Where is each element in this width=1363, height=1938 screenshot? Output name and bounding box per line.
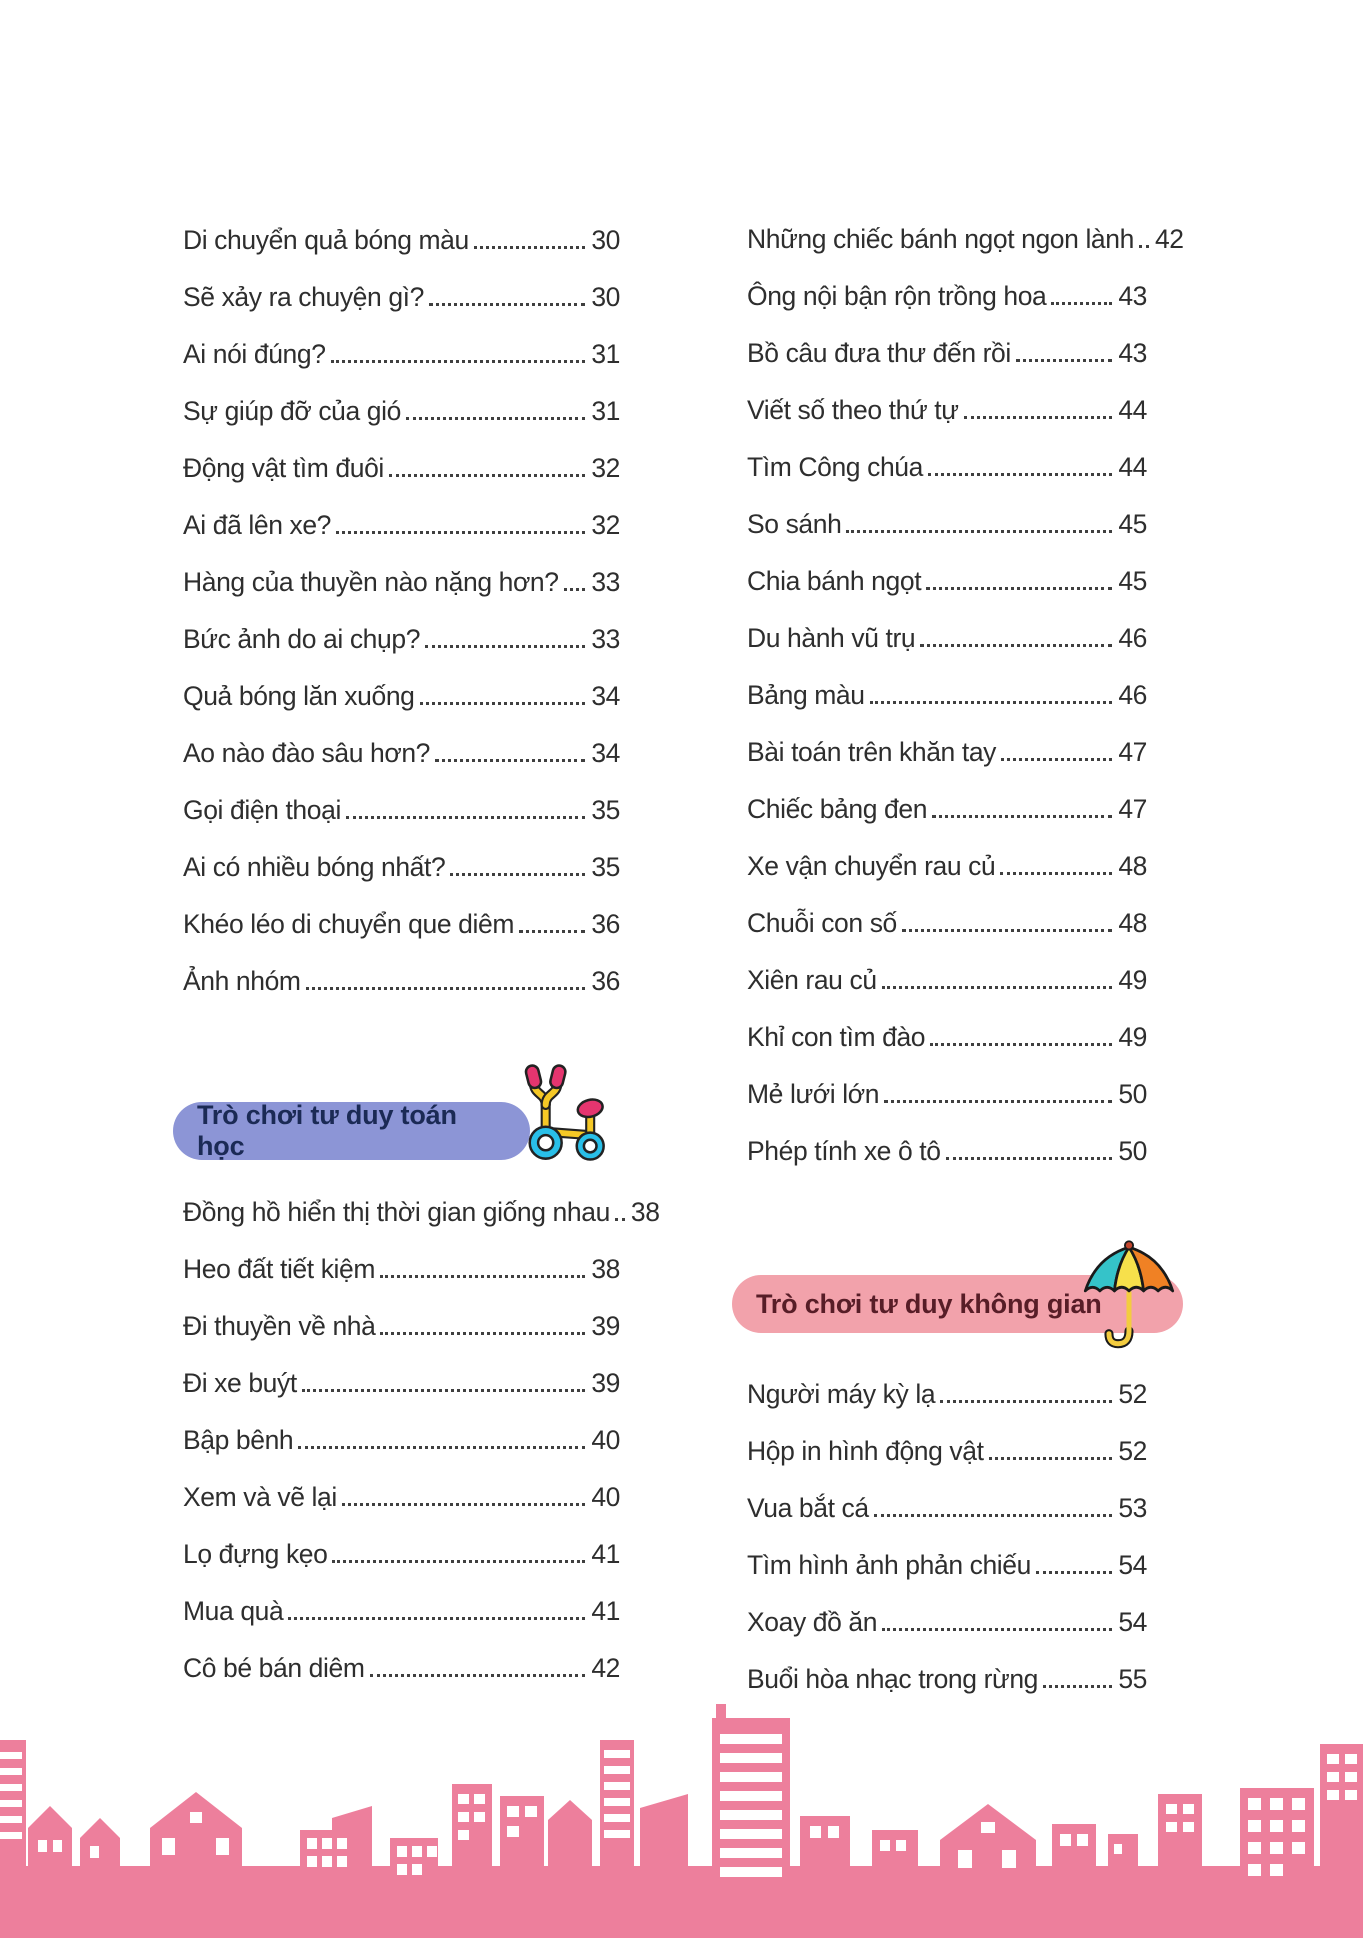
dotted-leader	[882, 986, 1113, 989]
toc-entry	[173, 383, 620, 440]
toc-entry	[173, 668, 620, 725]
toc-entry-title: Khéo léo di chuyển que diêm	[183, 909, 514, 939]
dotted-leader	[429, 303, 585, 306]
dotted-leader	[342, 1503, 585, 1506]
toc-entry-title: Cô bé bán diêm	[183, 1653, 365, 1683]
toc-entry-title: Những chiếc bánh ngọt ngon lành	[747, 224, 1134, 254]
toc-entry	[737, 724, 1147, 781]
toc-entry-title: Di chuyển quả bóng màu	[183, 225, 469, 255]
dotted-leader	[874, 1514, 1113, 1517]
toc-entry	[173, 1184, 660, 1241]
section-header-math	[173, 1102, 530, 1160]
toc-entry-page: 38	[630, 1197, 660, 1227]
toc-entry-page: 35	[591, 795, 620, 825]
toc-left-column	[173, 212, 660, 1697]
dotted-leader	[380, 1332, 585, 1335]
toc-entry-page: 41	[591, 1539, 620, 1569]
toc-entry	[173, 611, 620, 668]
toc-entry-title: Gọi điện thoại	[183, 795, 341, 825]
toc-entry-page: 49	[1118, 1022, 1147, 1052]
toc-entry-title: Đi thuyền về nhà	[183, 1311, 376, 1341]
dotted-leader	[474, 246, 585, 249]
toc-entry-title: Bập bênh	[183, 1425, 294, 1455]
toc-entry-title: Bồ câu đưa thư đến rồi	[747, 338, 1011, 368]
toc-entry-page: 46	[1118, 680, 1147, 710]
toc-entry-page: 55	[1118, 1664, 1147, 1694]
toc-entry-page: 50	[1118, 1136, 1147, 1166]
toc-entry-title: Hộp in hình động vật	[747, 1436, 984, 1466]
toc-section-rows	[173, 1184, 660, 1697]
toc-entry-page: 32	[591, 510, 620, 540]
toc-entry-page: 42	[591, 1653, 620, 1683]
toc-entry-page: 44	[1118, 395, 1147, 425]
section-header-space	[732, 1275, 1183, 1333]
toc-entry-title: Ảnh nhóm	[183, 966, 301, 996]
dotted-leader	[1051, 302, 1112, 305]
toc-entry	[737, 1366, 1147, 1423]
toc-entry-title: Xem và vẽ lại	[183, 1482, 337, 1512]
toc-entry	[173, 497, 620, 554]
toc-entry	[737, 496, 1147, 553]
toc-entry-page: 33	[591, 567, 620, 597]
dotted-leader	[519, 930, 585, 933]
toc-entry-page: 31	[591, 396, 620, 426]
dotted-leader	[389, 474, 585, 477]
dotted-leader	[920, 644, 1112, 647]
toc-entry-title: Xoay đồ ăn	[747, 1607, 878, 1637]
toc-entry-page: 45	[1118, 566, 1147, 596]
dotted-leader	[615, 1218, 625, 1221]
toc-entry	[173, 554, 620, 611]
toc-entry-title: Bảng màu	[747, 680, 865, 710]
dotted-leader	[346, 816, 585, 819]
toc-entry-title: Động vật tìm đuôi	[183, 453, 384, 483]
dotted-leader	[425, 645, 585, 648]
toc-entry	[737, 1009, 1147, 1066]
toc-entry	[737, 1066, 1147, 1123]
toc-entry-page: 42	[1154, 224, 1184, 254]
toc-entry	[173, 269, 620, 326]
umbrella-icon	[1078, 1233, 1180, 1357]
dotted-leader	[882, 1628, 1112, 1631]
toc-entry-title: Xe vận chuyển rau củ	[747, 851, 996, 881]
toc-entry	[737, 268, 1147, 325]
toc-entry-page: 39	[591, 1368, 620, 1398]
toc-entry	[173, 326, 620, 383]
toc-entry	[737, 325, 1147, 382]
dotted-leader	[331, 360, 586, 363]
toc-entry-title: Buổi hòa nhạc trong rừng	[747, 1664, 1039, 1694]
toc-section-rows	[737, 211, 1184, 1180]
dotted-leader	[370, 1674, 586, 1677]
dotted-leader	[964, 416, 1113, 419]
toc-entry-title: Đồng hồ hiển thị thời gian giống nhau	[183, 1197, 610, 1227]
dotted-leader	[1016, 359, 1112, 362]
toc-entry	[173, 1469, 620, 1526]
toc-entry-page: 46	[1118, 623, 1147, 653]
toc-entry	[737, 781, 1147, 838]
toc-entry	[737, 667, 1147, 724]
toc-entry-title: Tìm Công chúa	[747, 452, 923, 482]
toc-entry-title: Mẻ lưới lớn	[747, 1079, 880, 1109]
toc-entry	[737, 1480, 1147, 1537]
toc-entry-title: Chia bánh ngọt	[747, 566, 922, 596]
toc-entry-page: 31	[591, 339, 620, 369]
toc-entry	[173, 953, 620, 1010]
tricycle-icon	[523, 1058, 607, 1172]
toc-entry-page: 40	[591, 1425, 620, 1455]
section-header-space-label: Trò chơi tư duy không gian	[756, 1288, 1102, 1319]
toc-entry-title: Ao nào đào sâu hơn?	[183, 738, 431, 768]
toc-entry-title: Ai có nhiều bóng nhất?	[183, 852, 446, 882]
toc-entry-page: 43	[1118, 338, 1147, 368]
toc-entry	[737, 439, 1147, 496]
toc-entry-page: 38	[591, 1254, 620, 1284]
toc-entry-title: Phép tính xe ô tô	[747, 1136, 941, 1166]
section-header-math-label: Trò chơi tư duy toán học	[197, 1100, 457, 1161]
dotted-leader	[846, 530, 1112, 533]
toc-entry-page: 32	[591, 453, 620, 483]
toc-entry	[737, 1123, 1147, 1180]
dotted-leader	[450, 873, 585, 876]
toc-entry-title: Chiếc bảng đen	[747, 794, 928, 824]
toc-entry	[173, 782, 620, 839]
toc-entry	[173, 725, 620, 782]
toc-entry-title: Đi xe buýt	[183, 1368, 297, 1398]
toc-entry	[737, 610, 1147, 667]
toc-entry-page: 35	[591, 852, 620, 882]
toc-entry-title: Lọ đựng kẹo	[183, 1539, 328, 1569]
toc-entry-title: Sẽ xảy ra chuyện gì?	[183, 282, 424, 312]
toc-entry-page: 34	[591, 738, 620, 768]
toc-entry-page: 45	[1118, 509, 1147, 539]
dotted-leader	[298, 1446, 585, 1449]
toc-entry	[737, 1537, 1147, 1594]
toc-entry	[737, 553, 1147, 610]
toc-entry-title: Mua quà	[183, 1596, 284, 1626]
toc-entry-title: Bức ảnh do ai chụp?	[183, 624, 421, 654]
toc-entry-title: Ai đã lên xe?	[183, 510, 332, 540]
toc-entry-title: Ông nội bận rộn trồng hoa	[747, 281, 1047, 311]
toc-entry	[173, 1241, 620, 1298]
toc-entry-page: 52	[1118, 1379, 1147, 1409]
dotted-leader	[564, 588, 586, 591]
toc-entry-page: 52	[1118, 1436, 1147, 1466]
toc-entry	[173, 839, 620, 896]
dotted-leader	[288, 1617, 585, 1620]
dotted-leader	[406, 417, 585, 420]
dotted-leader	[302, 1389, 585, 1392]
toc-entry	[737, 382, 1147, 439]
toc-entry-page: 48	[1118, 851, 1147, 881]
toc-entry-title: Bài toán trên khăn tay	[747, 737, 997, 767]
toc-entry-title: Heo đất tiết kiệm	[183, 1254, 376, 1284]
toc-section-rows	[173, 212, 620, 1010]
toc-entry-page: 44	[1118, 452, 1147, 482]
toc-entry-page: 36	[591, 966, 620, 996]
toc-entry-title: Khỉ con tìm đào	[747, 1022, 926, 1052]
toc-entry	[737, 211, 1184, 268]
dotted-leader	[940, 1400, 1112, 1403]
toc-entry-page: 53	[1118, 1493, 1147, 1523]
toc-entry	[173, 896, 620, 953]
toc-entry-page: 50	[1118, 1079, 1147, 1109]
toc-entry-title: So sánh	[747, 509, 842, 539]
toc-entry-title: Tìm hình ảnh phản chiếu	[747, 1550, 1031, 1580]
dotted-leader	[902, 929, 1112, 932]
toc-entry	[173, 440, 620, 497]
toc-entry	[173, 1583, 620, 1640]
toc-entry-page: 47	[1118, 737, 1147, 767]
toc-entry	[173, 1412, 620, 1469]
dotted-leader	[1036, 1571, 1112, 1574]
dotted-leader	[989, 1457, 1113, 1460]
dotted-leader	[884, 1100, 1112, 1103]
toc-entry-page: 36	[591, 909, 620, 939]
toc-entry-page: 47	[1118, 794, 1147, 824]
toc-entry	[173, 212, 620, 269]
toc-entry-title: Du hành vũ trụ	[747, 623, 916, 653]
toc-entry-title: Hàng của thuyền nào nặng hơn?	[183, 567, 559, 597]
toc-entry	[173, 1526, 620, 1583]
toc-entry-title: Quả bóng lăn xuống	[183, 681, 415, 711]
toc-entry-title: Người máy kỳ lạ	[747, 1379, 936, 1409]
dotted-leader	[870, 701, 1113, 704]
toc-entry-title: Chuỗi con số	[747, 908, 897, 938]
dotted-leader	[336, 531, 585, 534]
toc-entry-page: 43	[1118, 281, 1147, 311]
dotted-leader	[930, 1043, 1112, 1046]
dotted-leader	[380, 1275, 585, 1278]
toc-entry-page: 48	[1118, 908, 1147, 938]
toc-section-rows	[737, 1366, 1147, 1708]
dotted-leader	[932, 815, 1112, 818]
toc-entry	[737, 952, 1147, 1009]
toc-entry	[737, 895, 1147, 952]
dotted-leader	[926, 587, 1112, 590]
toc-entry-page: 49	[1118, 965, 1147, 995]
toc-entry-page: 54	[1118, 1550, 1147, 1580]
dotted-leader	[306, 987, 586, 990]
toc-entry-title: Vua bắt cá	[747, 1493, 869, 1523]
toc-entry-page: 34	[591, 681, 620, 711]
toc-entry	[173, 1298, 620, 1355]
dotted-leader	[1000, 872, 1112, 875]
dotted-leader	[928, 473, 1112, 476]
toc-entry-page: 33	[591, 624, 620, 654]
toc-entry-page: 54	[1118, 1607, 1147, 1637]
toc-entry-page: 30	[591, 282, 620, 312]
toc-entry-page: 39	[591, 1311, 620, 1341]
toc-entry-title: Xiên rau củ	[747, 965, 877, 995]
dotted-leader	[332, 1560, 585, 1563]
toc-entry	[173, 1355, 620, 1412]
dotted-leader	[420, 702, 586, 705]
dotted-leader	[1139, 245, 1149, 248]
toc-entry-page: 30	[591, 225, 620, 255]
toc-entry	[737, 838, 1147, 895]
toc-entry-page: 41	[591, 1596, 620, 1626]
toc-entry-title: Ai nói đúng?	[183, 339, 326, 369]
toc-entry	[737, 1594, 1147, 1651]
city-skyline	[0, 1688, 1363, 1938]
dotted-leader	[435, 759, 585, 762]
dotted-leader	[1001, 758, 1112, 761]
dotted-leader	[946, 1157, 1113, 1160]
toc-entry-page: 40	[591, 1482, 620, 1512]
toc-entry-title: Viết số theo thứ tự	[747, 395, 959, 425]
toc-right-column	[737, 211, 1184, 1708]
toc-entry	[737, 1423, 1147, 1480]
toc-entry-title: Sự giúp đỡ của gió	[183, 396, 401, 426]
